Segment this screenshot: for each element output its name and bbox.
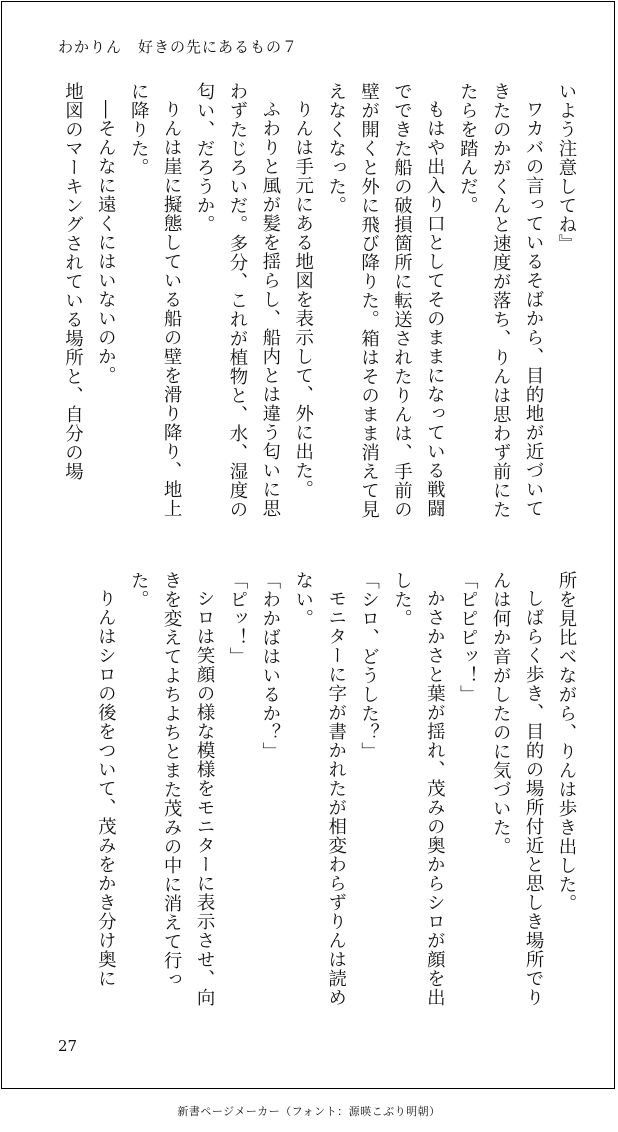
paragraph: いよう注意してね』 [556, 82, 577, 253]
paragraph: りんはシロの後をついて、茂みをかき分け奥に [95, 589, 117, 989]
dialogue-line: 「わかばはいるか？」 [259, 571, 281, 761]
upper-text-block [56, 82, 582, 530]
paragraph: ふわりと風が髪を揺らし、船内とは違う匂いに思わずたじろいだ。多分、これが植物と、水、湿度の匂い、だろうか。 [194, 82, 281, 519]
dialogue-line: 「シロ、どうした？」 [358, 571, 380, 761]
dialogue-line: 「ピッ！」 [226, 571, 248, 666]
paragraph: かさかさと葉が揺れ、茂みの奥からシロが顔を出した。 [391, 571, 446, 1008]
paragraph: ―そんなに遠くにはいないのか。 [95, 100, 117, 386]
running-header: わかりん 好きの先にあるもの７ [58, 38, 299, 56]
paragraph: もはや出入り口としてそのままになっている戦闘でできた船の破損箇所に転送されたりんは、手前の壁が開くと外に飛び降りた。箱はそのまま消えて見えなくなった。 [325, 82, 446, 519]
paragraph: 所を見比べながら、りんは歩き出した。 [556, 571, 577, 913]
paragraph: りんは崖に擬態している船の壁を滑り降り、地上に降りた。 [128, 82, 183, 519]
paragraph: 地図のマーキングされている場所と、自分の場 [62, 82, 84, 481]
page-number: 27 [58, 1037, 78, 1055]
paragraph: モニターに字が書かれたが相変わらずりんは読めない。 [292, 571, 347, 1008]
footer-credit: 新書ページメーカー（フォント：源暎こぶり明朝） [177, 1105, 441, 1118]
paragraph: シロは笑顔の様な模様をモニターに表示させ、向きを変えてよちよちとまた茂みの中に消えて行った。 [128, 571, 216, 1008]
lower-text-block [56, 571, 582, 1019]
paragraph: りんは手元にある地図を表示して、外に出た。 [292, 100, 314, 500]
paragraph: ワカバの言っているそばから、目的地が近づいてきたのかがくんと速度が落ち、りんは思わず前にたたらを踏んだ。 [457, 82, 545, 519]
dialogue-line: 「ピピピッ！」 [457, 571, 479, 704]
paragraph: しばらく歩き、目的の場所付近と思しき場所でりんは何か音がしたのに気づいた。 [490, 571, 545, 1008]
